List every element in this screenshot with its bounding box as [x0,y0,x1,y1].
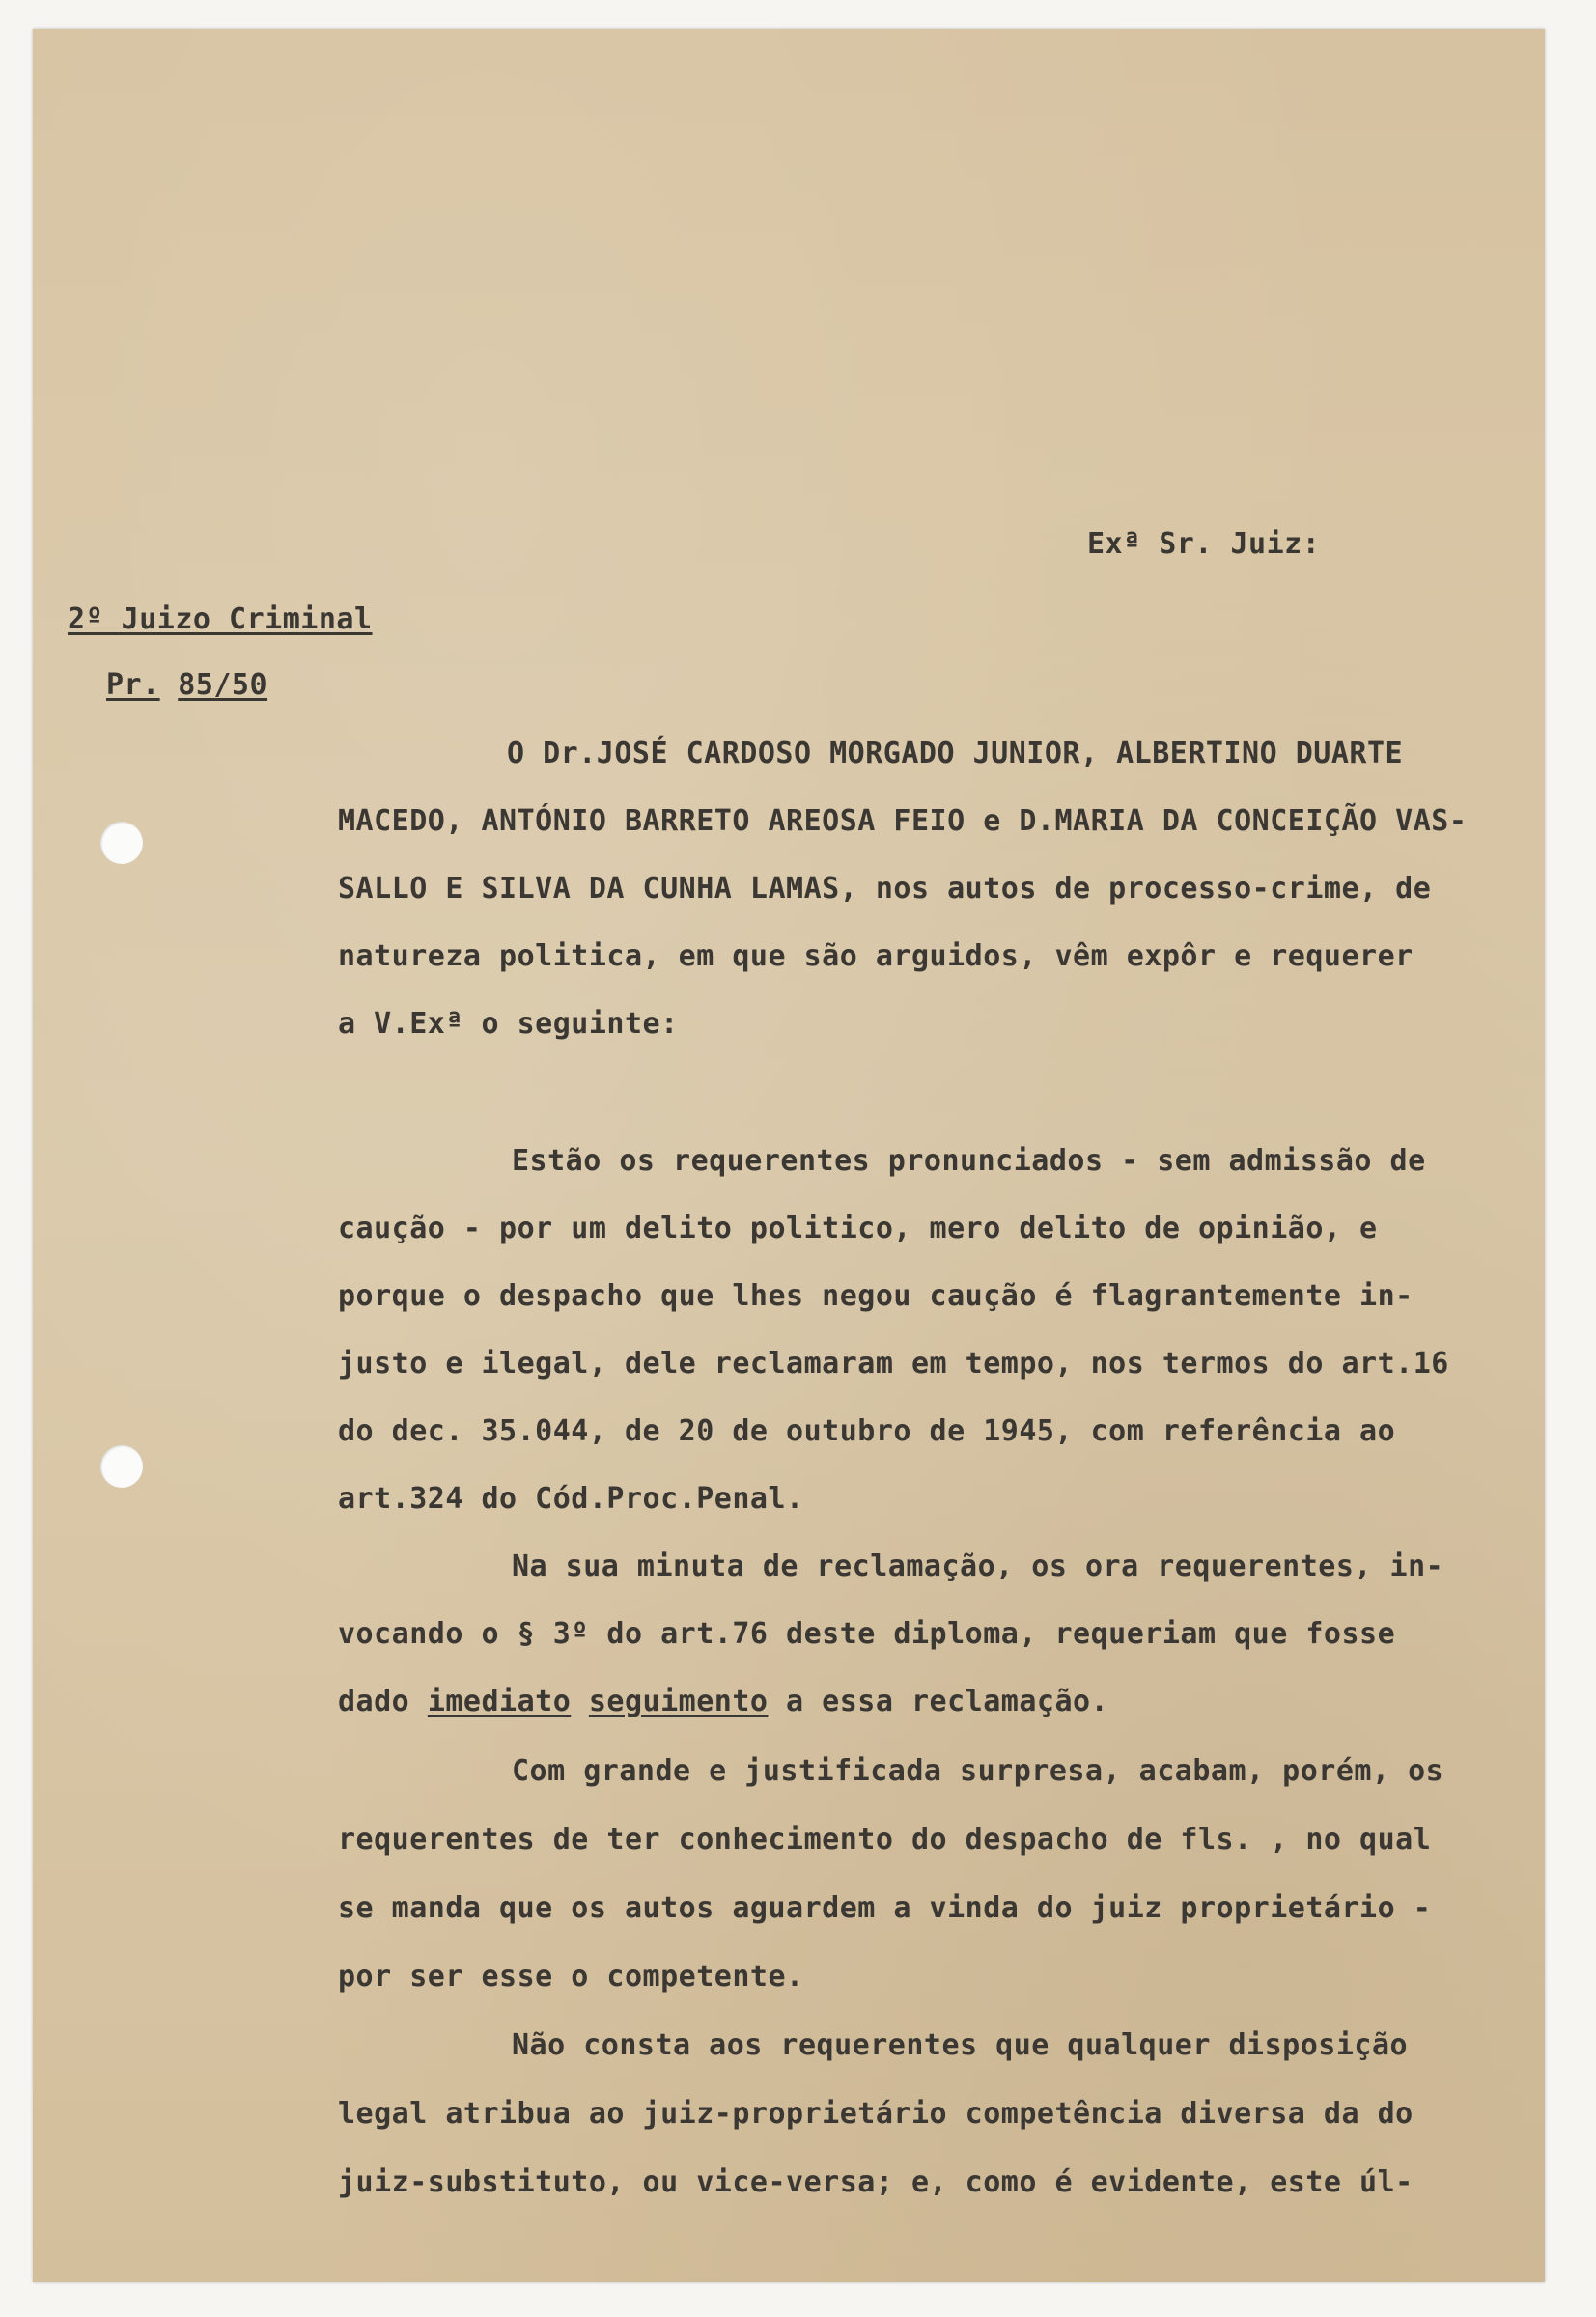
body-line-1: O Dr.JOSÉ CARDOSO MORGADO JUNIOR, ALBERTINO DUARTE [507,737,1404,770]
salutation: Exª Sr. Juiz: [1087,527,1321,561]
process-reference [106,668,267,702]
line14-part-c: a essa reclamação. [768,1685,1109,1718]
line14-part-a: dado [338,1685,428,1718]
body-line-20: legal atribua ao juiz-proprietário competência diversa da do [338,2097,1414,2131]
process-prefix: Pr. [106,668,160,702]
body-line-4: natureza politica, em que são arguidos, vêm expôr e requerer [338,939,1414,973]
body-line-5: a V.Exª o seguinte: [338,1007,679,1041]
body-line-18: por ser esse o competente. [338,1960,804,1994]
body-line-7: caução - por um delito politico, mero delito de opinião, e [338,1212,1378,1245]
body-line-11: art.324 do Cód.Proc.Penal. [338,1482,804,1516]
punch-hole-bottom [100,1445,143,1488]
body-line-8: porque o despacho que lhes negou caução é flagrantemente in- [338,1279,1414,1313]
body-line-13: vocando o § 3º do art.76 deste diploma, requeriam que fosse [338,1617,1396,1651]
body-line-9: justo e ilegal, dele reclamaram em tempo, nos termos do art.16 [338,1347,1449,1381]
body-line-6: Estão os requerentes pronunciados - sem admissão de [512,1144,1426,1178]
line14-part-b [571,1685,589,1718]
body-line-10: do dec. 35.044, de 20 de outubro de 1945, com referência ao [338,1414,1396,1448]
body-line-15: Com grande e justificada surpresa, acabam, porém, os [512,1754,1444,1788]
court-name: 2º Juizo Criminal [68,602,373,636]
body-line-3: SALLO E SILVA DA CUNHA LAMAS, nos autos de processo-crime, de [338,872,1432,906]
body-line-21: juiz-substituto, ou vice-versa; e, como é evidente, este úl- [338,2165,1414,2199]
body-line-19: Não consta aos requerentes que qualquer disposição [512,2028,1409,2062]
body-line-16: requerentes de ter conhecimento do despacho de fls. , no qual [338,1823,1432,1856]
body-line-14 [338,1685,1108,1718]
underlined-seguimento: seguimento [588,1685,769,1718]
body-line-2: MACEDO, ANTÓNIO BARRETO AREOSA FEIO e D.MARIA DA CONCEIÇÃO VAS- [338,804,1468,838]
body-line-17: se manda que os autos aguardem a vinda do juiz proprietário - [338,1891,1432,1925]
underlined-imediato: imediato [427,1685,572,1718]
process-number: 85/50 [178,668,268,702]
body-line-12: Na sua minuta de reclamação, os ora requerentes, in- [512,1549,1444,1583]
punch-hole-top [100,822,143,864]
